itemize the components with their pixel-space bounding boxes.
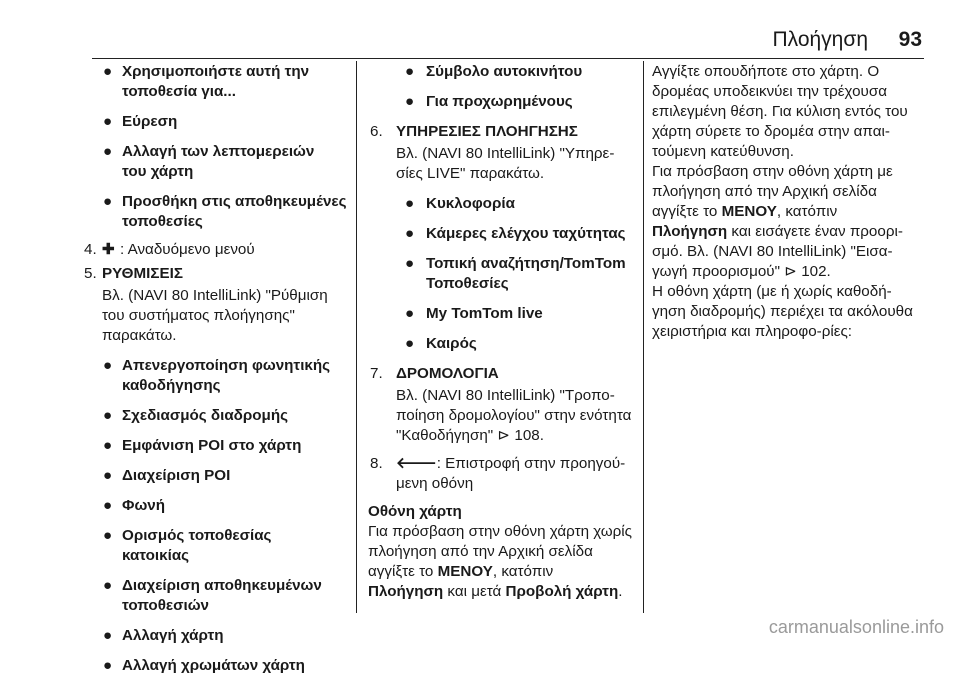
list-item: ● Διαχείριση αποθηκευμένων τοποθεσιών xyxy=(103,577,322,614)
list-item: ● Σχεδιασμός διαδρομής xyxy=(103,407,289,424)
bullet-icon: ● xyxy=(103,657,113,674)
bullet-icon: ● xyxy=(103,113,113,130)
list-item: ● Αλλαγή χρωμάτων χάρτη xyxy=(103,657,305,674)
paragraph: Η οθόνη χάρτη (με ή χωρίς καθοδή-γηση διαδρομής) περιέχει τα ακόλουθα χειριστήρια και πληροφο-ρίες: xyxy=(652,283,913,340)
list-item: ● Τοπική αναζήτηση/TomTom Τοποθεσίες xyxy=(405,255,626,292)
settings-description: Βλ. (NAVI 80 IntelliLink) "Ρύθμιση του συστήματος πλοήγησης" παρακάτω. xyxy=(102,287,328,344)
bullet-icon: ● xyxy=(103,437,113,454)
watermark: carmanualsonline.info xyxy=(768,617,944,637)
back-arrow-icon: 🡐 xyxy=(396,455,437,472)
column-3 xyxy=(652,62,930,342)
column-2 xyxy=(368,62,636,602)
list-item: ● Αλλαγή των λεπτομερειών του χάρτη xyxy=(103,143,315,180)
bullet-icon: ● xyxy=(103,193,113,210)
bullet-icon: ● xyxy=(103,407,113,424)
list-item: ● Φωνή xyxy=(103,497,166,514)
list-item: ● Κάμερες ελέγχου ταχύτητας xyxy=(405,225,626,242)
numbered-item-6: 6. ΥΠΗΡΕΣΙΕΣ ΠΛΟΗΓΗΣΗΣ xyxy=(370,123,578,140)
numbered-item-4: 4. ✚ : Αναδυόμενο μενού xyxy=(84,241,255,258)
bullet-icon: ● xyxy=(103,627,113,644)
bullet-icon: ● xyxy=(405,195,415,212)
paragraph: Για πρόσβαση στην οθόνη χάρτη με πλοήγηση από την Αρχική σελίδα αγγίξτε το ΜΕΝΟΥ, κατόπιν Πλοήγηση και εισάγετε έναν προορι-σμό. Βλ. (NAVI 80 IntelliLink) "Εισα-γωγή προορισμού" ⊳ 102. xyxy=(652,163,903,280)
bullet-icon: ● xyxy=(405,225,415,242)
list-item: ● Σύμβολο αυτοκινήτου xyxy=(405,63,583,80)
bullet-icon: ● xyxy=(405,93,415,110)
list-item: ● Κυκλοφορία xyxy=(405,195,515,212)
plus-icon: ✚ xyxy=(102,241,115,258)
list-item: ● Προσθήκη στις αποθηκευμένες τοποθεσίες xyxy=(103,193,347,230)
page-ref-icon: ⊳ xyxy=(784,263,797,280)
column-divider-left xyxy=(356,61,357,613)
list-item: ● Αλλαγή χάρτη xyxy=(103,627,224,644)
bullet-icon: ● xyxy=(103,357,113,374)
page-header-title: Πλοήγηση xyxy=(772,28,868,51)
numbered-item-5: 5. ΡΥΘΜΙΣΕΙΣ xyxy=(84,265,183,282)
list-item: ● Για προχωρημένους xyxy=(405,93,573,110)
paragraph: Αγγίξτε οπουδήποτε στο χάρτη. Ο δρομέας υποδεικνύει την τρέχουσα επιλεγμένη θέση. Για κύλιση εντός του χάρτη σύρετε το δρομέα στην απαι-τούμενη κατεύθυνση. xyxy=(652,63,908,160)
bullet-icon: ● xyxy=(103,497,113,514)
bullet-icon: ● xyxy=(405,335,415,352)
column-divider-right xyxy=(643,61,644,613)
routes-description: Βλ. (NAVI 80 IntelliLink) "Τροπο-ποίηση δρομολογίου" στην ενότητα "Καθοδήγηση" ⊳ 108. xyxy=(396,387,632,444)
header-rule xyxy=(92,58,924,59)
list-item: ● Ορισμός τοποθεσίας κατοικίας xyxy=(103,527,272,564)
map-screen-text: Για πρόσβαση στην οθόνη χάρτη χωρίς πλοήγηση από την Αρχική σελίδα αγγίξτε το ΜΕΝΟΥ, κατόπιν Πλοήγηση και μετά Προβολή χάρτη. xyxy=(368,523,633,600)
bullet-icon: ● xyxy=(103,577,113,594)
column-1 xyxy=(82,62,350,686)
bullet-icon: ● xyxy=(405,63,415,80)
bullet-icon: ● xyxy=(103,143,113,160)
page-number: 93 xyxy=(898,28,922,51)
bullet-icon: ● xyxy=(103,63,113,80)
services-description: Βλ. (NAVI 80 IntelliLink) "Υπηρε-σίες LIVE" παρακάτω. xyxy=(396,145,615,182)
list-item: ● Καιρός xyxy=(405,335,477,352)
map-screen-heading: Οθόνη χάρτη xyxy=(368,503,462,520)
bullet-icon: ● xyxy=(103,467,113,484)
list-item: ● Χρησιμοποιήστε αυτή την τοποθεσία για... xyxy=(103,63,310,100)
bullet-icon: ● xyxy=(405,255,415,272)
list-item: ● My TomTom live xyxy=(405,305,543,322)
list-item: ● Εύρεση xyxy=(103,113,178,130)
list-item: ● Απενεργοποίηση φωνητικής καθοδήγησης xyxy=(103,357,331,394)
page-ref-icon: ⊳ xyxy=(497,427,511,444)
bullet-icon: ● xyxy=(103,527,113,544)
list-item: ● Διαχείριση POI xyxy=(103,467,231,484)
numbered-item-7: 7. ΔΡΟΜΟΛΟΓΙΑ xyxy=(370,365,499,382)
list-item: ● Εμφάνιση POI στο χάρτη xyxy=(103,437,302,454)
bullet-icon: ● xyxy=(405,305,415,322)
numbered-item-8: 8. 🡐: Επιστροφή στην προηγού-μενη οθόνη xyxy=(370,455,626,492)
